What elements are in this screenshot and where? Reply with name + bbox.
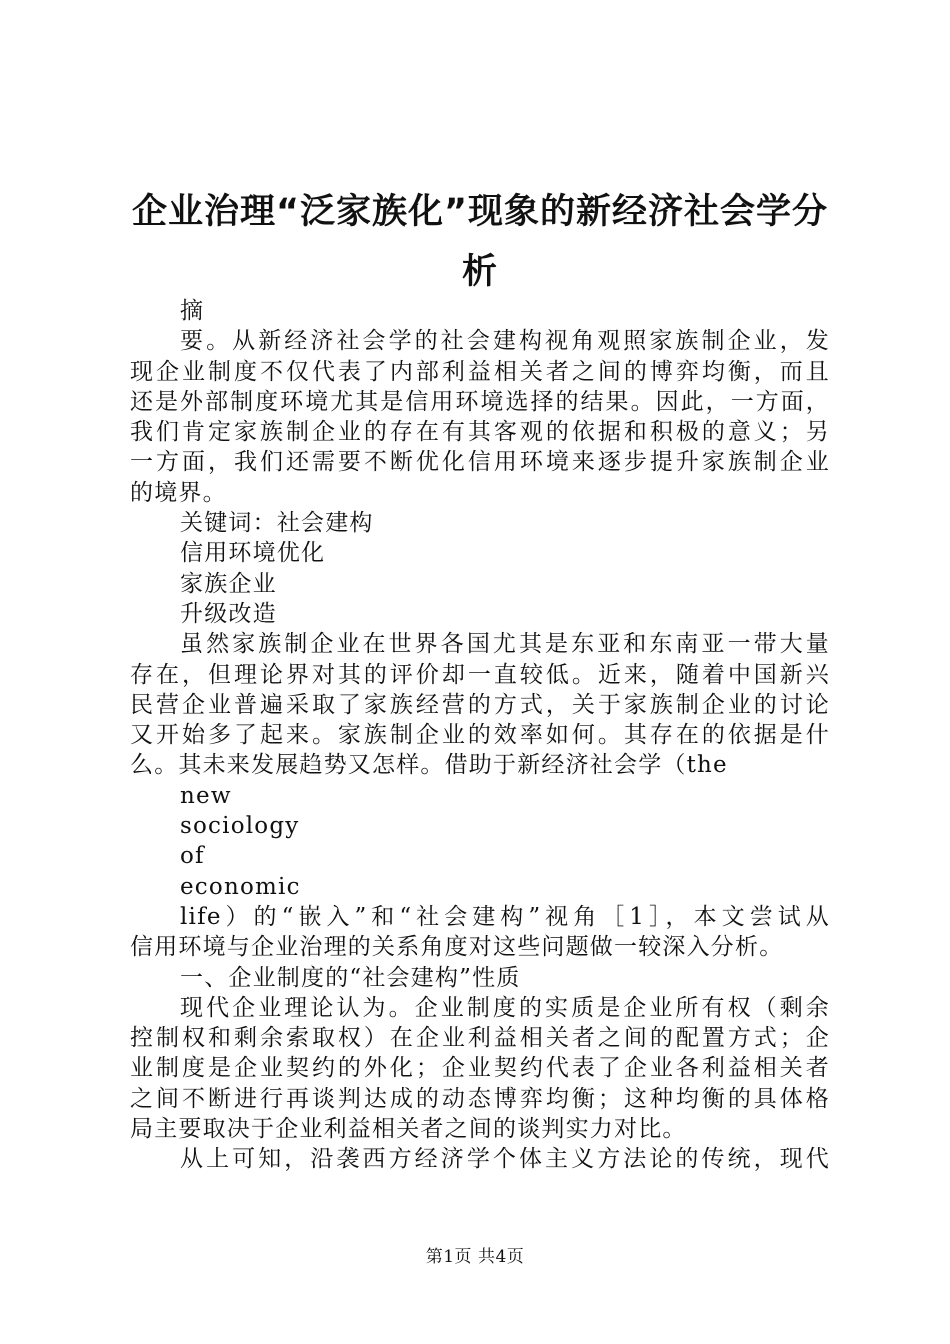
body-line: of: [180, 843, 205, 870]
body-line: 我们肯定家族制企业的存在有其客观的依据和积极的意义；另: [130, 419, 830, 446]
body-line: 又开始多了起来。家族制企业的效率如何。其存在的依据是什: [130, 722, 830, 749]
body-line: 么。其未来发展趋势又怎样。借助于新经济社会学（the: [130, 752, 728, 779]
body-line: 一方面，我们还需要不断优化信用环境来逐步提升家族制企业: [130, 449, 830, 476]
body-line: 升级改造: [180, 600, 277, 627]
body-line: 摘: [180, 298, 205, 324]
body-line: 家族企业: [180, 570, 277, 597]
body-line: 存在，但理论界对其的评价却一直较低。近来，随着中国新兴: [130, 661, 830, 688]
body-line: 业制度是企业契约的外化；企业契约代表了企业各利益相关者: [130, 1055, 830, 1082]
body-line: 从上可知，沿袭西方经济学个体主义方法论的传统，现代: [180, 1146, 830, 1173]
body-line: 虽然家族制企业在世界各国尤其是东亚和东南亚一带大量: [180, 631, 830, 658]
body-line: 控制权和剩余索取权）在企业利益相关者之间的配置方式；企: [130, 1025, 830, 1052]
page-footer: 第1页 共4页: [425, 1247, 525, 1267]
body-line: sociology: [180, 813, 300, 840]
title-line-2: 析: [461, 252, 498, 292]
body-line: 一、企业制度的“社会建构”性质: [180, 964, 521, 991]
body-line: 的境界。: [130, 479, 227, 506]
body-line: 信用环境与企业治理的关系角度对这些问题做一较深入分析。: [130, 934, 784, 961]
body-line: 信用环境优化: [180, 540, 326, 567]
body-line: economic: [180, 873, 301, 900]
document-body: [130, 296, 830, 1175]
body-line: new: [180, 782, 232, 809]
body-line: 现企业制度不仅代表了内部利益相关者之间的博弈均衡，而且: [130, 358, 830, 385]
body-line: 关键词：社会建构: [180, 510, 374, 537]
body-line: 还是外部制度环境尤其是信用环境选择的结果。因此，一方面，: [130, 388, 830, 415]
body-line: 现代企业理论认为。企业制度的实质是企业所有权（剩余: [180, 994, 830, 1021]
body-line: 民营企业普遍采取了家族经营的方式，关于家族制企业的讨论: [130, 691, 830, 718]
title-line-1: 企业治理“泛家族化”现象的新经济社会学分: [131, 192, 828, 232]
body-line: 要。从新经济社会学的社会建构视角观照家族制企业，发: [180, 328, 830, 355]
body-line: 局主要取决于企业利益相关者之间的谈判实力对比。: [130, 1116, 687, 1143]
body-line: 之间不断进行再谈判达成的动态博弈均衡；这种均衡的具体格: [130, 1085, 830, 1112]
document-title: [90, 182, 870, 302]
body-line: life）的“嵌入”和“社会建构”视角［1］，本文尝试从: [180, 903, 830, 930]
